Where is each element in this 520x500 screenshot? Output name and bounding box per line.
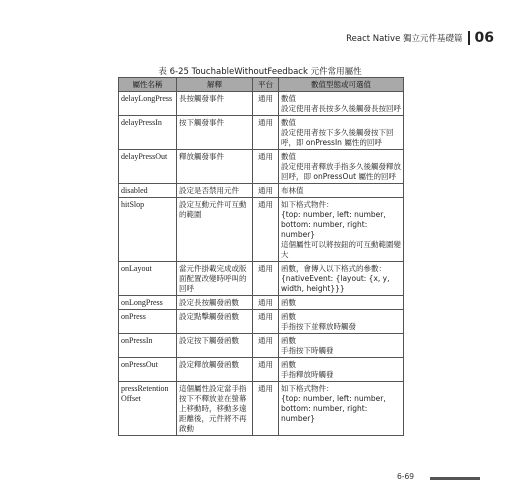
header-divider (468, 31, 470, 45)
table-row (119, 198, 404, 262)
platform-cell: 通用 (253, 296, 279, 310)
column-header: 平台 (253, 78, 279, 92)
property-name-cell: delayLongPress (119, 92, 177, 116)
table-row (119, 262, 404, 296)
description-cell: 設定按下觸發函數 (177, 334, 253, 358)
platform-cell: 通用 (253, 334, 279, 358)
property-name-cell: onPressOut (119, 358, 177, 382)
table-caption: 表 6-25 TouchableWithoutFeedback 元件常用屬性 (158, 67, 362, 77)
table-row (119, 310, 404, 334)
description-cell: 設定是否禁用元件 (177, 184, 253, 198)
table-row (119, 296, 404, 310)
description-cell: 設定長按觸發函數 (177, 296, 253, 310)
properties-table (118, 77, 404, 436)
platform-cell: 通用 (253, 184, 279, 198)
property-name-cell: onLayout (119, 262, 177, 296)
platform-cell: 通用 (253, 382, 279, 436)
description-cell: 這個屬性設定當手指按下不釋放並在螢幕上移動時，移動多遠距離後，元件將不再啟動 (177, 382, 253, 436)
table-row (119, 382, 404, 436)
platform-cell: 通用 (253, 150, 279, 184)
property-name-cell: onPress (119, 310, 177, 334)
value-type-cell: 函數 手指按下時觸發 (279, 334, 404, 358)
table-row (119, 184, 404, 198)
description-cell: 設定互動元件可互動的範圍 (177, 198, 253, 262)
description-cell: 設定釋放觸發函數 (177, 358, 253, 382)
running-head (346, 30, 494, 46)
description-cell: 當元件掛載完成或版面配置改變時呼叫的回呼 (177, 262, 253, 296)
description-cell: 設定點擊觸發函數 (177, 310, 253, 334)
value-type-cell: 數值 設定使用者按下多久後觸發按下回呼，即 onPressIn 屬性的回呼 (279, 116, 404, 150)
column-header: 數值型態或可選值 (279, 78, 404, 92)
platform-cell: 通用 (253, 310, 279, 334)
value-type-cell: 函數，會傳入以下格式的參數： {nativeEvent: {layout: {x, y, width, height}}} (279, 262, 404, 296)
value-type-cell: 如下格式物件： {top: number, left: number, bottom: number, right: number} 這個屬性可以將按鈕的可互動範圍變大 (279, 198, 404, 262)
value-type-cell: 函數 (279, 296, 404, 310)
property-name-cell: pressRetention Offset (119, 382, 177, 436)
table-row (119, 358, 404, 382)
property-name-cell: hitSlop (119, 198, 177, 262)
platform-cell: 通用 (253, 92, 279, 116)
platform-cell: 通用 (253, 262, 279, 296)
platform-cell: 通用 (253, 116, 279, 150)
chapter-number: 06 (474, 30, 494, 46)
column-header: 屬性名稱 (119, 78, 177, 92)
description-cell: 釋放觸發事件 (177, 150, 253, 184)
table-row (119, 334, 404, 358)
table-row (119, 116, 404, 150)
column-header: 解釋 (177, 78, 253, 92)
table-body (119, 92, 404, 436)
property-name-cell: onLongPress (119, 296, 177, 310)
description-cell: 長按觸發事件 (177, 92, 253, 116)
running-title: React Native 獨立元件基礎篇 (346, 34, 463, 44)
value-type-cell: 數值 設定使用者長按多久後觸發長按回呼 (279, 92, 404, 116)
value-type-cell: 如下格式物件： {top: number, left: number, bottom: number, right: number} (279, 382, 404, 436)
value-type-cell: 數值 設定使用者釋放手指多久後觸發釋放回呼，即 onPressOut 屬性的回呼 (279, 150, 404, 184)
property-name-cell: disabled (119, 184, 177, 198)
value-type-cell: 函數 手指釋放時觸發 (279, 358, 404, 382)
description-cell: 按下觸發事件 (177, 116, 253, 150)
value-type-cell: 布林值 (279, 184, 404, 198)
table-row (119, 150, 404, 184)
platform-cell: 通用 (253, 358, 279, 382)
table-row (119, 92, 404, 116)
property-name-cell: delayPressIn (119, 116, 177, 150)
table-header-row (119, 78, 404, 92)
property-name-cell: delayPressOut (119, 150, 177, 184)
platform-cell: 通用 (253, 198, 279, 262)
property-name-cell: onPressIn (119, 334, 177, 358)
page-number: 6-69 (397, 472, 415, 481)
footer-rule (430, 477, 480, 480)
value-type-cell: 函數 手指按下並釋放時觸發 (279, 310, 404, 334)
